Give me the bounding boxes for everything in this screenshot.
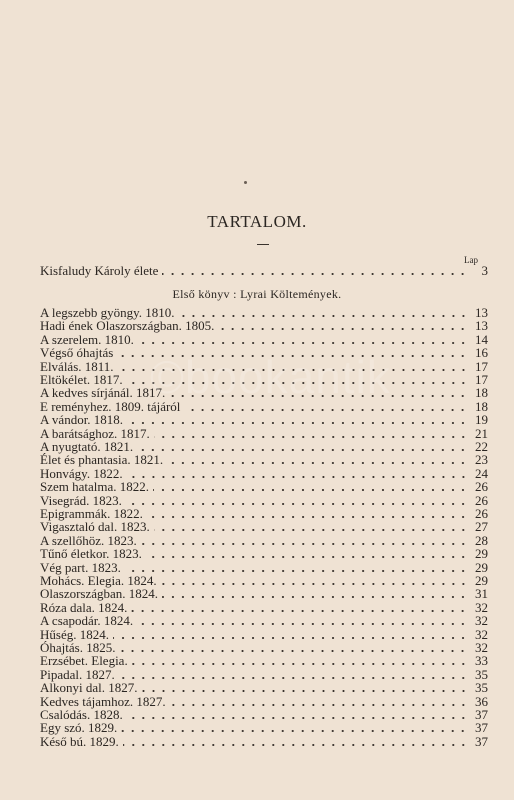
leader-dots: [117, 348, 468, 358]
entry-title: A szellőhöz. 1823.: [40, 532, 137, 548]
entry-title: A vándor. 1818.: [40, 412, 124, 428]
entry-page: 13: [475, 305, 488, 320]
leader-dots: [119, 643, 468, 653]
entry-page: 31: [475, 586, 488, 602]
leader-dots: [118, 362, 468, 372]
title-separator: [257, 244, 269, 245]
entry-page: 23: [475, 452, 488, 468]
leader-dots: [119, 670, 468, 680]
entry-page: 14: [475, 331, 488, 347]
leader-dots: [141, 536, 468, 546]
leader-dots: [170, 697, 468, 707]
entry-page: 26: [475, 506, 488, 521]
ink-dot: [244, 181, 247, 184]
entry-page: 17: [475, 358, 488, 374]
leader-dots: [137, 442, 468, 452]
leader-dots: [184, 402, 468, 412]
entry-page: 37: [475, 733, 488, 749]
leader-dots: [127, 415, 468, 425]
leader-dots: [153, 482, 468, 492]
entry-page: 28: [475, 532, 488, 548]
leader-dots: [125, 563, 468, 573]
leader-dots: [154, 522, 468, 532]
entry-page: 35: [475, 680, 488, 696]
entry-title: A nyugtató. 1821.: [40, 439, 134, 454]
leader-dots: [142, 683, 469, 693]
entry-page: 26: [475, 479, 488, 495]
leader-dots: [154, 429, 468, 439]
entry-title: Szem hatalma. 1822.: [40, 479, 150, 495]
entry-title: A legszebb gyöngy. 1810.: [40, 305, 175, 320]
entry-page: 37: [475, 720, 488, 736]
page-column-header: Lap: [464, 255, 478, 265]
entry-title: Pipadal. 1827.: [40, 666, 115, 682]
entry-page: 18: [475, 385, 488, 401]
entry-page: 32: [475, 626, 488, 642]
entry-page: 13: [475, 318, 488, 334]
entry-page: 29: [475, 546, 488, 562]
entry-title: Kedves tájamhoz. 1827.: [40, 693, 166, 709]
entry-page: 32: [475, 613, 488, 629]
entry-page: 37: [475, 707, 488, 722]
entry-title: A barátsághoz. 1817.: [40, 425, 150, 441]
entry-title: A szerelem. 1810.: [40, 331, 134, 347]
entry-title: Honvágy. 1822.: [40, 465, 123, 481]
leader-dots: [137, 616, 468, 626]
entry-page: 19: [475, 412, 488, 428]
leader-dots: [121, 723, 468, 733]
entry-page: 27: [475, 519, 488, 535]
leader-dots: [162, 266, 468, 276]
entry-title: Késő bú. 1829.: [40, 733, 119, 749]
entry-title: Hadi ének Olaszországban. 1805.: [40, 318, 215, 334]
entry-page: 3: [481, 263, 488, 278]
leader-dots: [179, 308, 468, 318]
entry-title: Hűség. 1824.: [40, 626, 109, 642]
entry-page: 36: [475, 693, 488, 709]
page-title: TARTALOM.: [207, 212, 307, 231]
entry-title: Élet és phantasia. 1821.: [40, 452, 164, 468]
entry-title: Epigrammák. 1822.: [40, 506, 143, 521]
leader-dots: [127, 375, 468, 385]
entry-title: Erzsébet. Elegia.: [40, 653, 128, 669]
leader-dots: [167, 455, 468, 465]
entry-page: 16: [475, 345, 488, 361]
entry-page: 29: [475, 559, 488, 575]
leader-dots: [147, 509, 468, 519]
entry-title: Óhajtás. 1825.: [40, 640, 116, 655]
entry-page: 22: [475, 439, 488, 454]
leader-dots: [131, 603, 468, 613]
toc-entry: [40, 735, 488, 749]
entry-title: Mohács. Elegia. 1824.: [40, 573, 157, 588]
leader-dots: [126, 496, 468, 506]
leader-dots: [218, 321, 468, 331]
section-heading: Első könyv : Lyrai Költemények.: [172, 287, 342, 301]
entry-title: Visegrád. 1823.: [40, 492, 122, 508]
entry-title: Kisfaludy Károly élete: [40, 263, 159, 278]
leader-dots: [138, 335, 468, 345]
entry-title: Elválás. 1811.: [40, 358, 114, 374]
entry-page: 26: [475, 492, 488, 508]
leader-dots: [161, 576, 468, 586]
entry-title: Olaszországban. 1824.: [40, 586, 159, 602]
entry-page: 24: [475, 465, 488, 481]
entry-page: 29: [475, 573, 488, 588]
entry-title: Végső óhajtás: [40, 345, 114, 361]
leader-dots: [123, 737, 468, 747]
entry-title: E reményhez. 1809. tájáról: [40, 398, 181, 414]
entry-title: Eltökélet. 1817.: [40, 372, 123, 387]
entry-title: A csapodár. 1824.: [40, 613, 134, 629]
entry-title: A kedves sírjánál. 1817.: [40, 385, 166, 401]
leader-dots: [146, 549, 468, 559]
entry-page: 17: [475, 372, 488, 387]
entry-page: 32: [475, 599, 488, 615]
entry-title: Alkonyi dal. 1827.: [40, 680, 138, 696]
entry-page: 21: [475, 425, 488, 441]
intro-entry: [40, 264, 488, 278]
leader-dots: [127, 469, 468, 479]
entry-title: Csalódás. 1828.: [40, 707, 123, 722]
leader-dots: [132, 656, 468, 666]
entry-page: 18: [475, 398, 488, 414]
leader-dots: [162, 589, 468, 599]
entry-page: 33: [475, 653, 488, 669]
entry-title: Tűnő életkor. 1823.: [40, 546, 142, 562]
entry-page: 35: [475, 666, 488, 682]
entry-title: Vigasztaló dal. 1823.: [40, 519, 150, 535]
entry-page: 32: [475, 640, 488, 655]
leader-dots: [169, 388, 468, 398]
entry-title: Vég part. 1823.: [40, 559, 121, 575]
entry-title: Róza dala. 1824.: [40, 599, 128, 615]
leader-dots: [127, 710, 468, 720]
leader-dots: [113, 630, 468, 640]
entry-title: Egy szó. 1829.: [40, 720, 118, 736]
